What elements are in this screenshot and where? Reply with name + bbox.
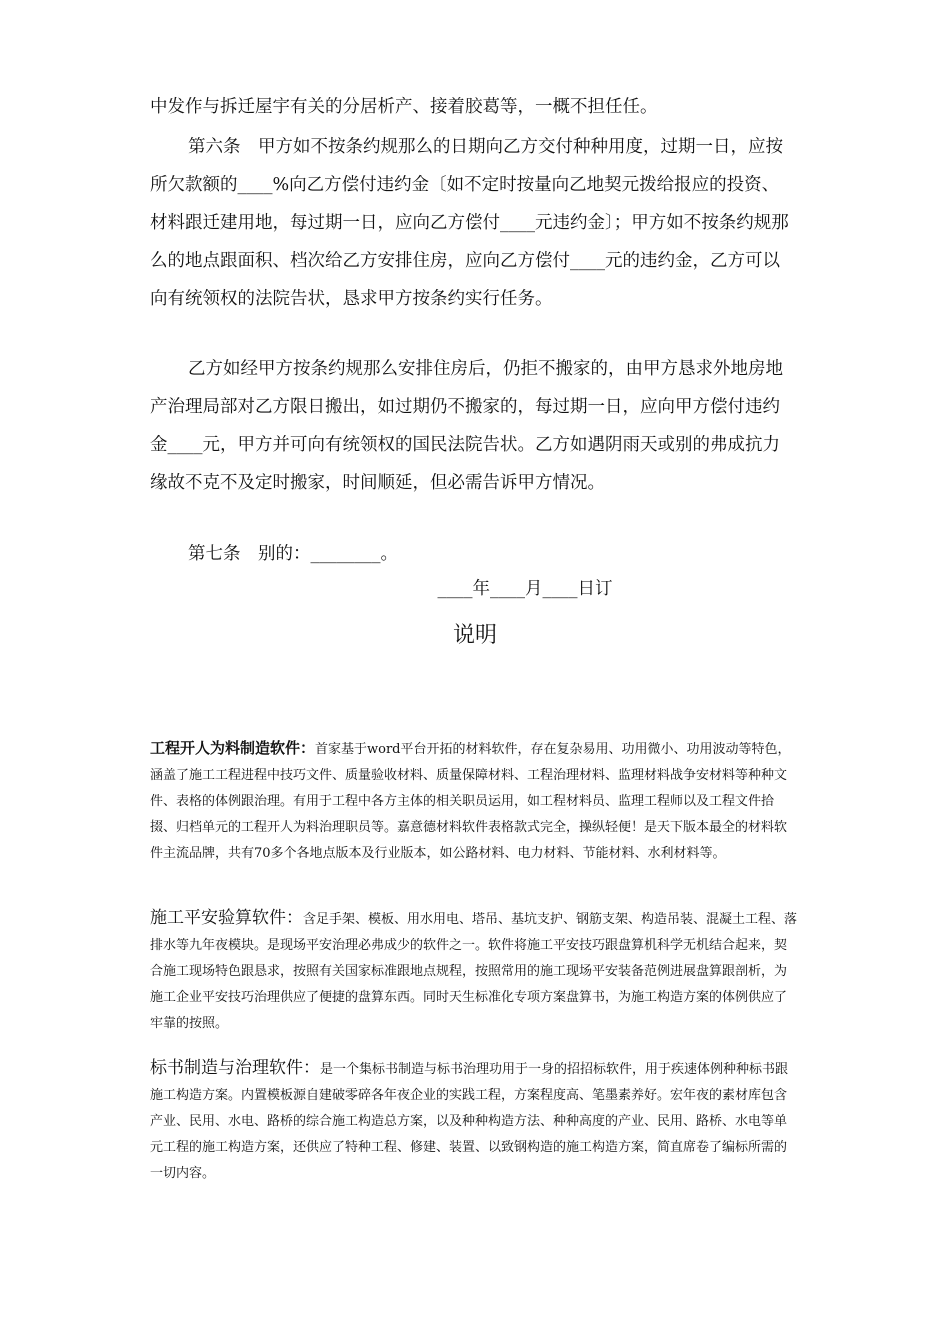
note-body: 首家基于word平台开拓的材料软件，存在复杂易用、功用微小、功用波动等特色，涵盖了施工工程进程中技巧文件、质量验收材料、质量保障材料、工程治理材料、监理材料战争安材料等种种文件、表格的体例跟治理。有用于工程中各方主体的相关职员运用，如工程材料员、监理工程师以及工程文件拾掇、归档单元的工程开人为料治理职员等。嘉意德材料软件表格款式完全，操纵轻便！是天下版本最全的材料软件主流品牌，共有70多个各地点版本及行业版本，如公路材料、电力材料、节能材料、水利材料等。 bbox=[150, 742, 791, 861]
contract-party-b-paragraph: 乙方如经甲方按条约规那么安排住房后，仍拒不搬家的，由甲方恳求外地房地产治理局部对乙方限日搬出，如过期仍不搬家的，每过期一日，应向甲方偿付违约金____元，甲方并可向有统领权的国民法院告状。乙方如遇阴雨天或别的弗成抗力缘故不克不及定时搬家，时间顺延，但必需告诉甲方情况。 bbox=[150, 359, 783, 493]
contract-paragraph-continued: 中发作与拆迁屋宇有关的分居析产、接着胶葛等，一概不担任任。 bbox=[150, 97, 658, 117]
notes-title: 说明 bbox=[452, 623, 497, 648]
note-body: 是一个集标书制造与标书治理功用于一身的招招标软件，用于疾速体例种种标书跟施工构造方案。内置模板源自建破零碎各年夜企业的实践工程，方案程度高、笔墨素养好。宏年夜的素材库包含产业、民用、水电、路桥的综合施工构造总方案，以及种种构造方法、种种高度的产业、民用、路桥、水电等单元工程的施工构造方案，还供应了特种工程、修建、装置、以致钢构造的施工构造方案，简直席卷了编标所需的一切内容。 bbox=[150, 1062, 789, 1181]
signing-date-line: ____年____月____日订 bbox=[437, 579, 613, 599]
contract-article-6: 第六条 甲方如不按条约规那么的日期向乙方交付种种用度，过期一日，应按所欠款额的____%向乙方偿付违约金〔如不定时按量向乙地契元拨给报应的投资、材料跟迁建用地，每过期一日，应向乙方偿付____元违约金〕；甲方如不按条约规那么的地点跟面积、档次给乙方安排住房，应向乙方偿付____元的违约金，乙方可以向有统领权的法院告状，恳求甲方按条约实行任务。 bbox=[150, 137, 789, 309]
note-item-safety-software bbox=[150, 905, 798, 1037]
contract-article-7: 第七条 别的：________。 bbox=[188, 544, 398, 564]
note-heading: 标书制造与治理软件： bbox=[150, 1058, 320, 1078]
note-heading: 工程开人为料制造软件： bbox=[150, 739, 316, 757]
note-item-bidding-software bbox=[150, 1055, 798, 1187]
note-body: 含足手架、模板、用水用电、塔吊、基坑支护、钢筋支架、构造吊装、混凝土工程、落排水等九年夜模块。是现场平安治理必弗成少的软件之一。软件将施工平安技巧跟盘算机科学无机结合起来，契合施工现场特色跟恳求，按照有关国家标准跟地点规程，按照常用的施工现场平安装备范例进展盘算跟剖析，为施工企业平安技巧治理供应了便捷的盘算东西。同时天生标准化专项方案盘算书，为施工构造方案的体例供应了牢靠的按照。 bbox=[150, 912, 798, 1031]
note-item-materials-software bbox=[150, 735, 798, 867]
note-heading: 施工平安验算软件： bbox=[150, 908, 303, 928]
